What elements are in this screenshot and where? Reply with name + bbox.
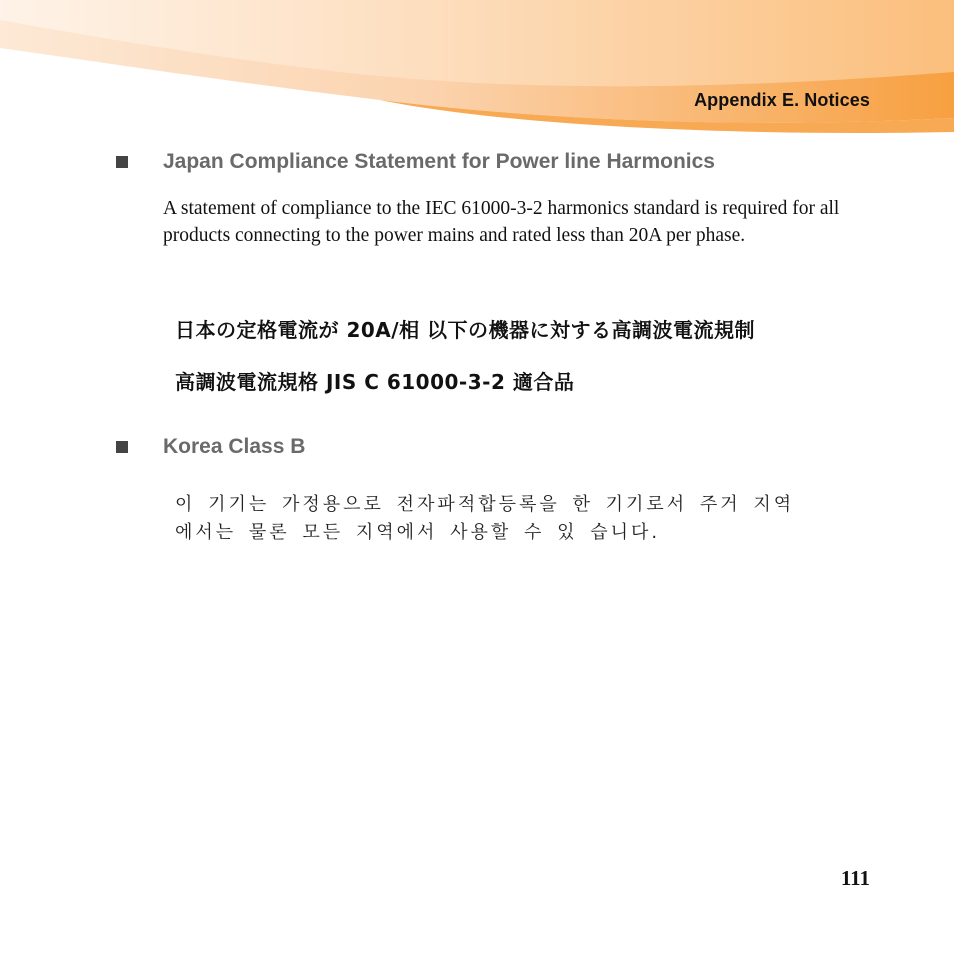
japanese-text-line-2: 高調波電流規格 JIS C 61000-3-2 適合品: [175, 370, 575, 394]
header-swoosh-graphic: [0, 0, 954, 140]
japanese-text-line-1: 日本の定格電流が 20A/相 以下の機器に対する高調波電流規制: [175, 318, 756, 342]
korean-text-line-1: 이 기기는 가정용으로 전자파적합등록을 한 기기로서 주거 지역: [175, 494, 795, 515]
bullet-square-icon: [116, 441, 128, 453]
section-heading-korea: Korea Class B: [163, 435, 306, 458]
page-number: 111: [840, 866, 870, 890]
section-heading-japan: Japan Compliance Statement for Power line Harmonics: [163, 150, 715, 173]
bullet-square-icon: [116, 156, 128, 168]
japan-statement-paragraph: A statement of compliance to the IEC 61000-3-2 harmonics standard is required for all products connecting to the power mains and rated less than 20A per phase.: [163, 198, 840, 246]
header-title: Appendix E. Notices: [694, 90, 870, 110]
korean-text-line-2: 에서는 물론 모든 지역에서 사용할 수 있 습니다.: [175, 522, 661, 543]
